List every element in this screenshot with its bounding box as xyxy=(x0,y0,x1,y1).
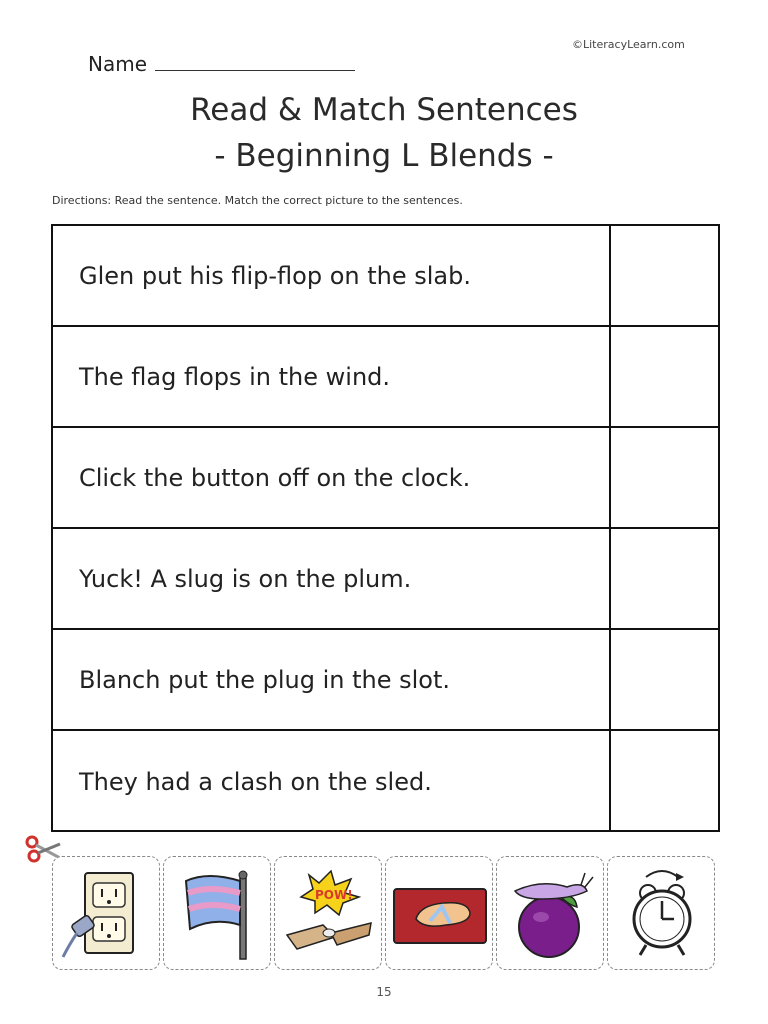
clash-pow-icon xyxy=(279,863,379,963)
pow-text: POW! xyxy=(315,888,353,902)
row-divider xyxy=(609,428,611,527)
sentence-row xyxy=(53,226,718,327)
page-title: Read & Match Sentences xyxy=(190,92,578,128)
row-divider xyxy=(609,327,611,426)
row-divider xyxy=(609,529,611,628)
sentence-text: Glen put his flip-flop on the slab. xyxy=(79,261,471,290)
slug-plum-icon xyxy=(501,863,601,963)
sentence-row xyxy=(53,731,718,832)
name-label: Name xyxy=(88,52,148,76)
sentence-row xyxy=(53,630,718,731)
picture-card[interactable] xyxy=(52,856,160,970)
sentence-text: Blanch put the plug in the slot. xyxy=(79,665,450,694)
flip-flop-icon xyxy=(390,863,490,963)
picture-card[interactable] xyxy=(385,856,493,970)
sentence-row xyxy=(53,529,718,630)
picture-card[interactable] xyxy=(607,856,715,970)
page-subtitle: - Beginning L Blends - xyxy=(214,138,554,174)
row-divider xyxy=(609,226,611,325)
flag-icon xyxy=(168,863,268,963)
directions-text: Directions: Read the sentence. Match the correct picture to the sentences. xyxy=(52,194,463,207)
name-field[interactable] xyxy=(88,52,355,76)
sentence-row xyxy=(53,327,718,428)
name-blank-line[interactable] xyxy=(155,54,355,71)
picture-card[interactable] xyxy=(274,856,382,970)
picture-card[interactable] xyxy=(163,856,271,970)
sentence-text: Click the button off on the clock. xyxy=(79,463,471,492)
sentence-table xyxy=(51,224,720,832)
copyright: ©LiteracyLearn.com xyxy=(572,38,685,51)
sentence-text: They had a clash on the sled. xyxy=(79,767,432,796)
plug-outlet-icon xyxy=(57,863,157,963)
sentence-row xyxy=(53,428,718,529)
sentence-text: The flag flops in the wind. xyxy=(79,362,391,391)
picture-card[interactable] xyxy=(496,856,604,970)
alarm-clock-icon xyxy=(612,863,712,963)
sentence-text: Yuck! A slug is on the plum. xyxy=(79,564,412,593)
picture-cards xyxy=(52,856,714,972)
row-divider xyxy=(609,731,611,832)
row-divider xyxy=(609,630,611,729)
page-number: 15 xyxy=(376,985,392,999)
